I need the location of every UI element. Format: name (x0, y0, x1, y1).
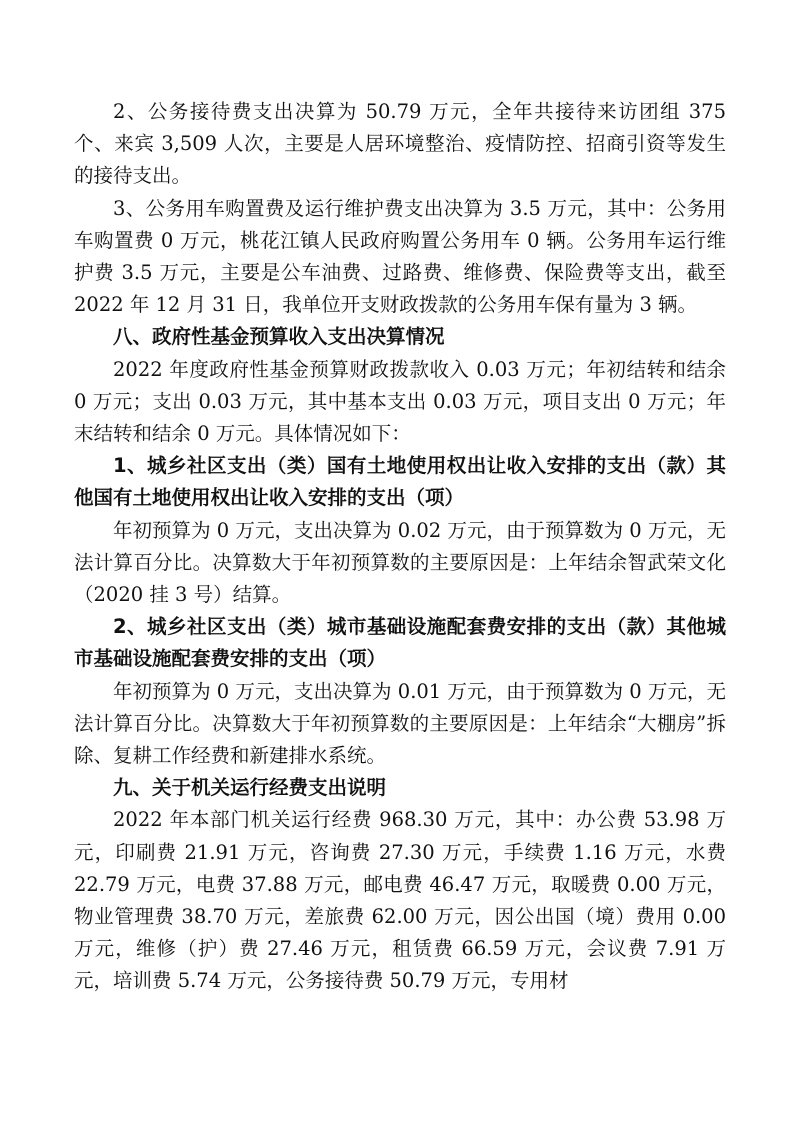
paragraph-government-fund-intro: 2022 年度政府性基金预算财政拨款收入 0.03 万元；年初结转和结余 0 万元；支出 0.03 万元，其中基本支出 0.03 万元，项目支出 0 万元；年末结转和结余 0 万元。具体情况如下： (74, 357, 726, 446)
paragraph-land-transfer: 年初预算为 0 万元，支出决算为 0.02 万元，由于预算数为 0 万元，无法计算百分比。决算数大于年初预算数的主要原因是：上年结余智武荣文化（2020 挂 3 号）结算。 (74, 518, 726, 607)
paragraph-reception-expense: 2、公务接待费支出决算为 50.79 万元，全年共接待来访团组 375 个、来宾 3,509 人次，主要是人居环境整治、疫情防控、招商引资等发生的接待支出。 (74, 100, 726, 188)
paragraph-infrastructure-fee: 年初预算为 0 万元，支出决算为 0.01 万元，由于预算数为 0 万元，无法计算百分比。决算数大于年初预算数的主要原因是：上年结余“大棚房”拆除、复耕工作经费和新建排水系统。 (74, 679, 726, 768)
paragraph-vehicle-expense: 3、公务用车购置费及运行维护费支出决算为 3.5 万元，其中：公务用车购置费 0 万元，桃花江镇人民政府购置公务用车 0 辆。公务用车运行维护费 3.5 万元，主要是公车油费、过路费、维修费、保险费等支出，截至 2022 年 12 月 31 日，我单位开支财政拨款的公务用车保有量为 3 辆。 (74, 196, 726, 317)
section-heading-government-fund: 八、政府性基金预算收入支出决算情况 (113, 325, 445, 349)
subheading-land-transfer: 1、城乡社区支出（类）国有土地使用权出让收入安排的支出（款）其他国有土地使用权出让收入安排的支出（项） (74, 454, 726, 510)
document-page (74, 96, 726, 998)
subheading-infrastructure-fee: 2、城乡社区支出（类）城市基础设施配套费安排的支出（款）其他城市基础设施配套费安排的支出（项） (74, 615, 726, 671)
section-heading-operating-expense: 九、关于机关运行经费支出说明 (113, 776, 387, 800)
paragraph-operating-expense: 2022 年本部门机关运行经费 968.30 万元，其中：办公费 53.98 万元，印刷费 21.91 万元，咨询费 27.30 万元，手续费 1.16 万元，水费 22.79 万元，电费 37.88 万元，邮电费 46.47 万元，取暖费 0.00 万元，物业管理费 38.70 万元，差旅费 62.00 万元，因公出国（境）费用 0.00 万元，维修（护）费 27.46 万元，租赁费 66.59 万元，会议费 7.91 万元，培训费 5.74 万元，公务接待费 50.79 万元，专用材 (74, 808, 726, 993)
